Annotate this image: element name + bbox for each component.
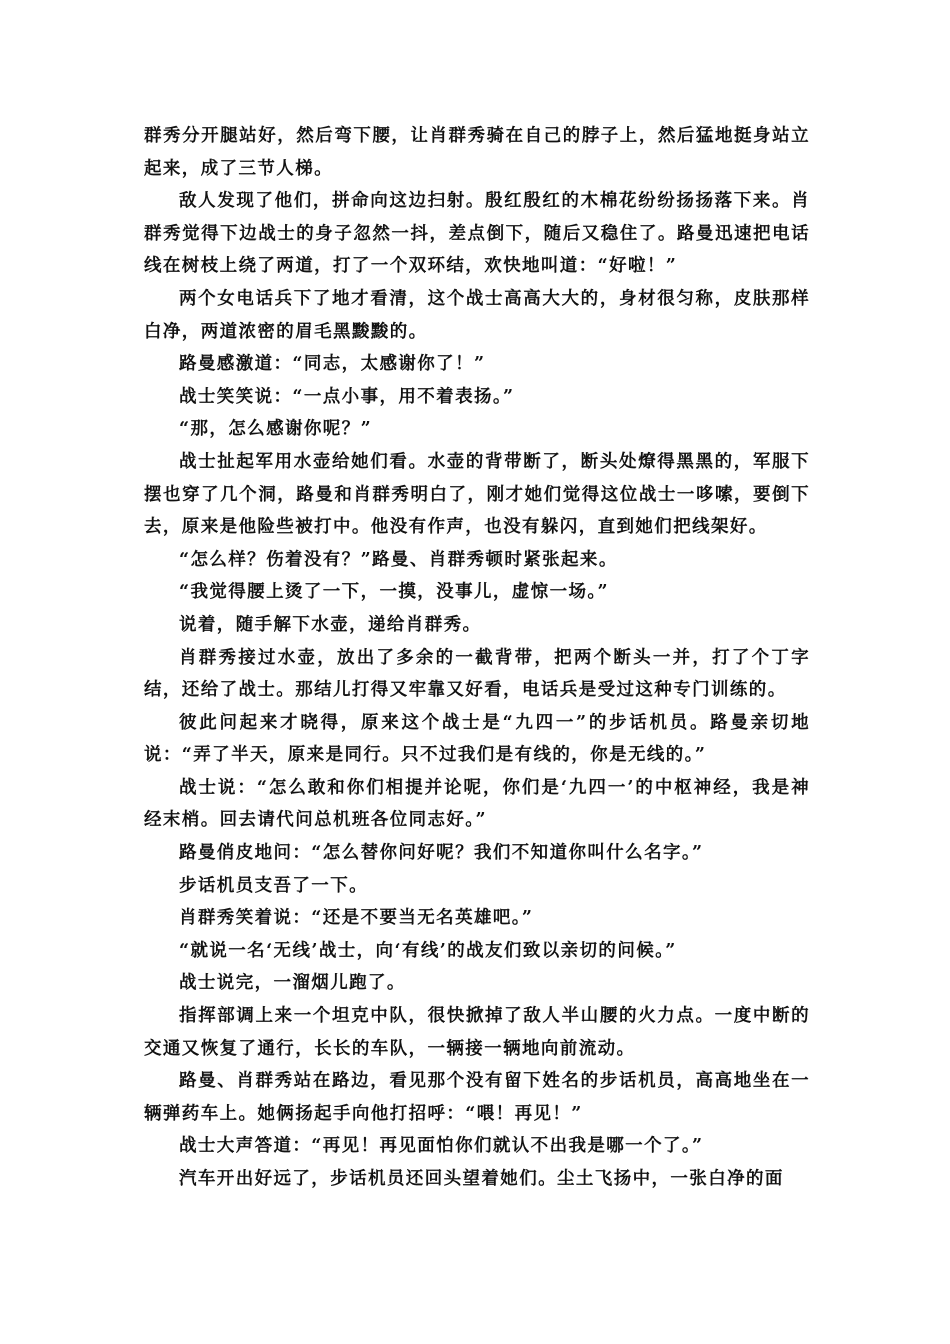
paragraph-3: 两个女电话兵下了地才看清，这个战士高高大大的，身材很匀称，皮肤那样白净，两道浓密的眉毛黑黢黢的。 <box>144 288 810 342</box>
paragraph-15: 步话机员支吾了一下。 <box>179 875 368 896</box>
paragraph-2: 敌人发现了他们，拼命向这边扫射。殷红殷红的木棉花纷纷扬扬落下来。肖群秀觉得下边战士的身子忽然一抖，差点倒下，随后又稳住了。路曼迅速把电话线在树枝上绕了两道，打了一个双环结，欢快地叫道：“好啦！” <box>144 191 810 277</box>
paragraph-13: 战士说：“怎么敢和你们相提并论呢，你们是‘九四一’的中枢神经，我是神经末梢。回去请代问总机班各位同志好。” <box>144 777 810 831</box>
paragraph-16: 肖群秀笑着说：“还是不要当无名英雄吧。” <box>179 908 534 929</box>
paragraph-9: “我觉得腰上烫了一下，一摸，没事儿，虚惊一场。” <box>179 582 609 603</box>
paragraph-8: “怎么样？伤着没有？”路曼、肖群秀顿时紧张起来。 <box>179 549 618 570</box>
paragraph-21: 战士大声答道：“再见！再见面怕你们就认不出我是哪一个了。” <box>179 1136 704 1157</box>
paragraph-7: 战士扯起军用水壶给她们看。水壶的背带断了，断头处燎得黑黑的，军服下摆也穿了几个洞，路曼和肖群秀明白了，刚才她们觉得这位战士一哆嗦，要倒下去，原来是他险些被打中。他没有作声，也没有躲闪，直到她们把线架好。 <box>144 451 810 538</box>
paragraph-19: 指挥部调上来一个坦克中队，很快掀掉了敌人半山腰的火力点。一度中断的交通又恢复了通行，长长的车队，一辆接一辆地向前流动。 <box>144 1006 810 1059</box>
paragraph-11: 肖群秀接过水壶，放出了多余的一截背带，把两个断头一并，打了个丁字结，还给了战士。那结儿打得又牢靠又好看，电话兵是受过这种专门训练的。 <box>144 647 810 701</box>
document-page <box>144 120 810 1196</box>
paragraph-17: “就说一名‘无线’战士，向‘有线’的战友们致以亲切的问候。” <box>179 940 677 961</box>
paragraph-20: 路曼、肖群秀站在路边，看见那个没有留下姓名的步话机员，高高地坐在一辆弹药车上。她俩扬起手向他打招呼：“喂！再见！” <box>144 1071 810 1124</box>
paragraph-14: 路曼俏皮地问：“怎么替你问好呢？我们不知道你叫什么名字。” <box>179 843 704 864</box>
paragraph-10: 说着，随手解下水壶，递给肖群秀。 <box>179 614 482 635</box>
paragraph-6: “那，怎么感谢你呢？” <box>179 419 373 440</box>
paragraph-5: 战士笑笑说：“一点小事，用不着表扬。” <box>179 386 515 407</box>
paragraph-1: 群秀分开腿站好，然后弯下腰，让肖群秀骑在自己的脖子上，然后猛地挺身站立起来，成了三节人梯。 <box>144 126 810 179</box>
paragraph-12: 彼此问起来才晓得，原来这个战士是“九四一”的步话机员。路曼亲切地说：“弄了半天，原来是同行。只不过我们是有线的，你是无线的。” <box>144 712 810 766</box>
paragraph-18: 战士说完，一溜烟儿跑了。 <box>179 973 406 994</box>
paragraph-4: 路曼感激道：“同志，太感谢你了！” <box>179 354 486 375</box>
paragraph-22: 汽车开出好远了，步话机员还回头望着她们。尘土飞扬中，一张白净的面 <box>179 1169 784 1189</box>
